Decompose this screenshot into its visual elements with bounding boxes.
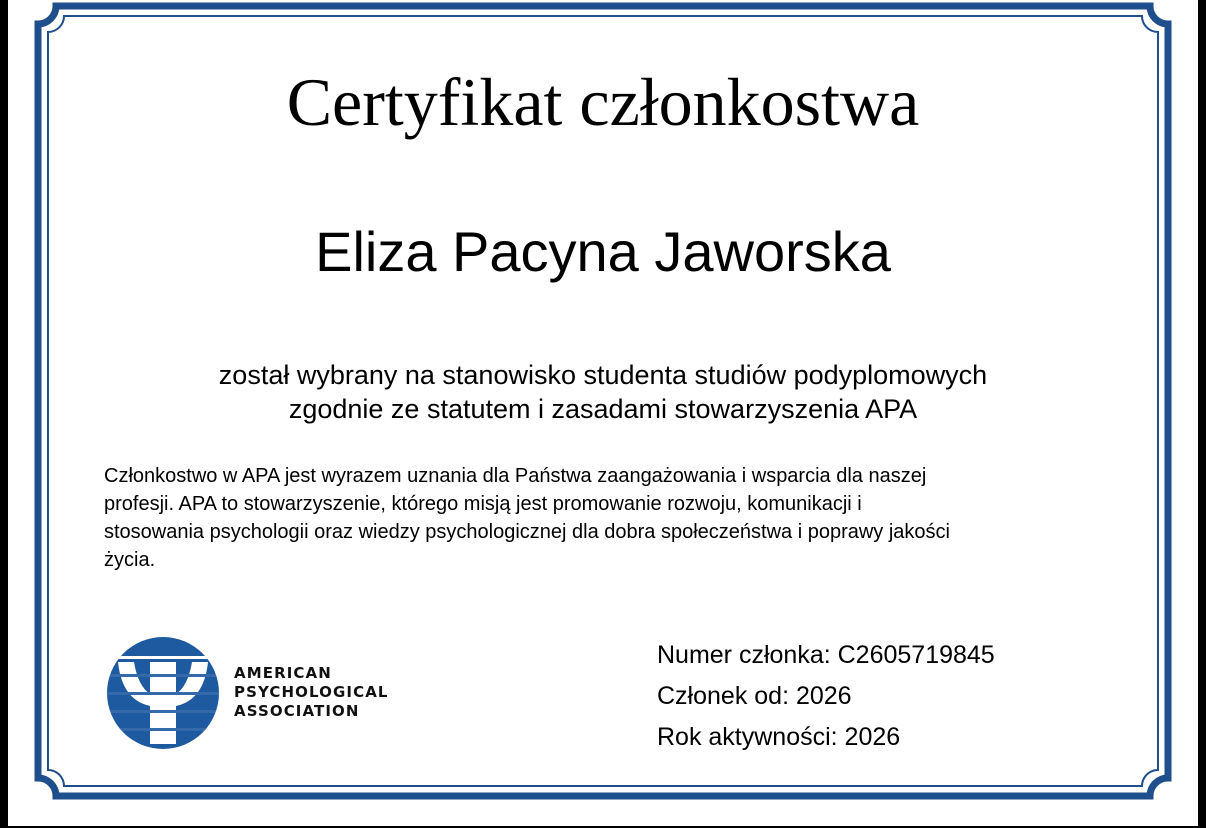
membership-statement — [0, 358, 1206, 426]
statement-line: zgodnie ze statutem i zasadami stowarzyszenia APA — [288, 394, 918, 424]
certificate-title: Certyfikat członkostwa — [286, 64, 920, 140]
apa-logo — [106, 636, 406, 750]
member-info — [657, 640, 995, 763]
member-since: Członek od: 2026 — [657, 682, 852, 710]
member-number: Numer członka: C2605719845 — [657, 641, 995, 669]
recipient-name: Eliza Pacyna Jaworska — [315, 220, 891, 283]
apa-logo-wordmark — [234, 664, 389, 721]
apa-psi-logo-icon — [106, 636, 220, 750]
active-year: Rok aktywności: 2026 — [657, 723, 901, 751]
description-line: życia. — [104, 549, 156, 571]
membership-description — [104, 462, 1114, 574]
description-line: profesji. APA to stowarzyszenie, którego misją jest promowanie rozwoju, komunikacji i — [104, 493, 862, 515]
logo-text-line: PSYCHOLOGICAL — [234, 683, 389, 701]
statement-line: został wybrany na stanowisko studenta studiów podyplomowych — [218, 360, 988, 390]
logo-text-line: AMERICAN — [234, 664, 332, 682]
logo-text-line: ASSOCIATION — [234, 702, 360, 720]
description-line: Członkostwo w APA jest wyrazem uznania dla Państwa zaangażowania i wsparcia dla naszej — [104, 465, 927, 487]
description-line: stosowania psychologii oraz wiedzy psychologicznej dla dobra społeczeństwa i poprawy jakości — [104, 521, 950, 543]
